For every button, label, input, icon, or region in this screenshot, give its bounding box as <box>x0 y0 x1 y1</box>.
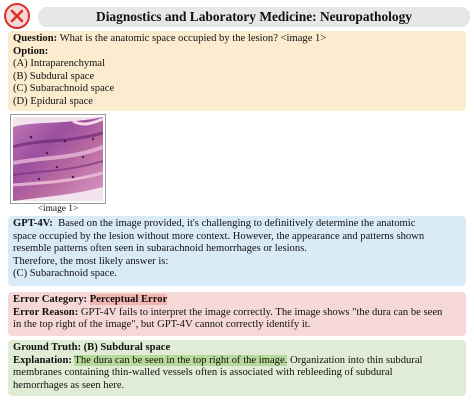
gpt-label: GPT-4V: <box>13 218 53 229</box>
gpt-line-1: Based on the image provided, it's challenging to definitively determine the anatomic <box>58 218 416 229</box>
option-a: (A) Intraparenchymal <box>13 58 106 70</box>
question-label: Question: <box>13 33 58 44</box>
explanation-line-2: membranes containing thin-walled vessels often is associated with rebleeding of subdural <box>13 367 393 379</box>
explanation-highlight: The dura can be seen in the top right of the image. <box>74 354 288 366</box>
explanation-rest: Organization into thin subdural <box>289 354 423 366</box>
question-box <box>8 31 466 111</box>
gpt-line-2: space occupied by the lesion without more context. However, the appearance and patterns shown <box>13 230 425 242</box>
ground-truth-label: Ground Truth: (B) Subdural space <box>13 342 171 353</box>
error-box <box>8 292 466 336</box>
error-reason-2: in the top right of the image", but GPT-4V cannot correctly identify it. <box>13 319 311 331</box>
error-x-icon <box>4 3 30 29</box>
option-c: (C) Subarachnoid space <box>13 83 115 95</box>
image-caption: <image 1> <box>37 204 79 214</box>
error-reason-label: Error Reason: <box>13 306 79 318</box>
question-text: What is the anatomic space occupied by the lesion? <image 1> <box>59 33 327 44</box>
option-d: (D) Epidural space <box>13 95 94 107</box>
gpt-answer-box <box>8 216 466 286</box>
gpt-line-4: Therefore, the most likely answer is: <box>13 255 169 267</box>
option-b: (B) Subdural space <box>13 70 95 82</box>
question-line <box>13 33 461 46</box>
ground-truth-box <box>8 340 466 396</box>
error-reason-1: GPT-4V fails to interpret the image correctly. The image shows "the dura can be seen <box>80 306 443 318</box>
page-title: Diagnostics and Laboratory Medicine: Neuropathology <box>38 7 470 27</box>
explanation-label: Explanation: <box>13 354 72 366</box>
option-label: Option: <box>13 45 49 57</box>
error-category: Perceptual Error <box>89 294 168 305</box>
gpt-line-3: resemble patterns often seen in subarachnoid hemorrhages or lesions. <box>13 243 307 255</box>
histology-image <box>10 114 106 204</box>
error-category-label: Error Category: <box>13 294 88 305</box>
gpt-line-5: (C) Subarachnoid space. <box>13 268 117 280</box>
explanation-line-3: hemorrhages as seen here. <box>13 379 125 391</box>
header <box>4 3 470 29</box>
